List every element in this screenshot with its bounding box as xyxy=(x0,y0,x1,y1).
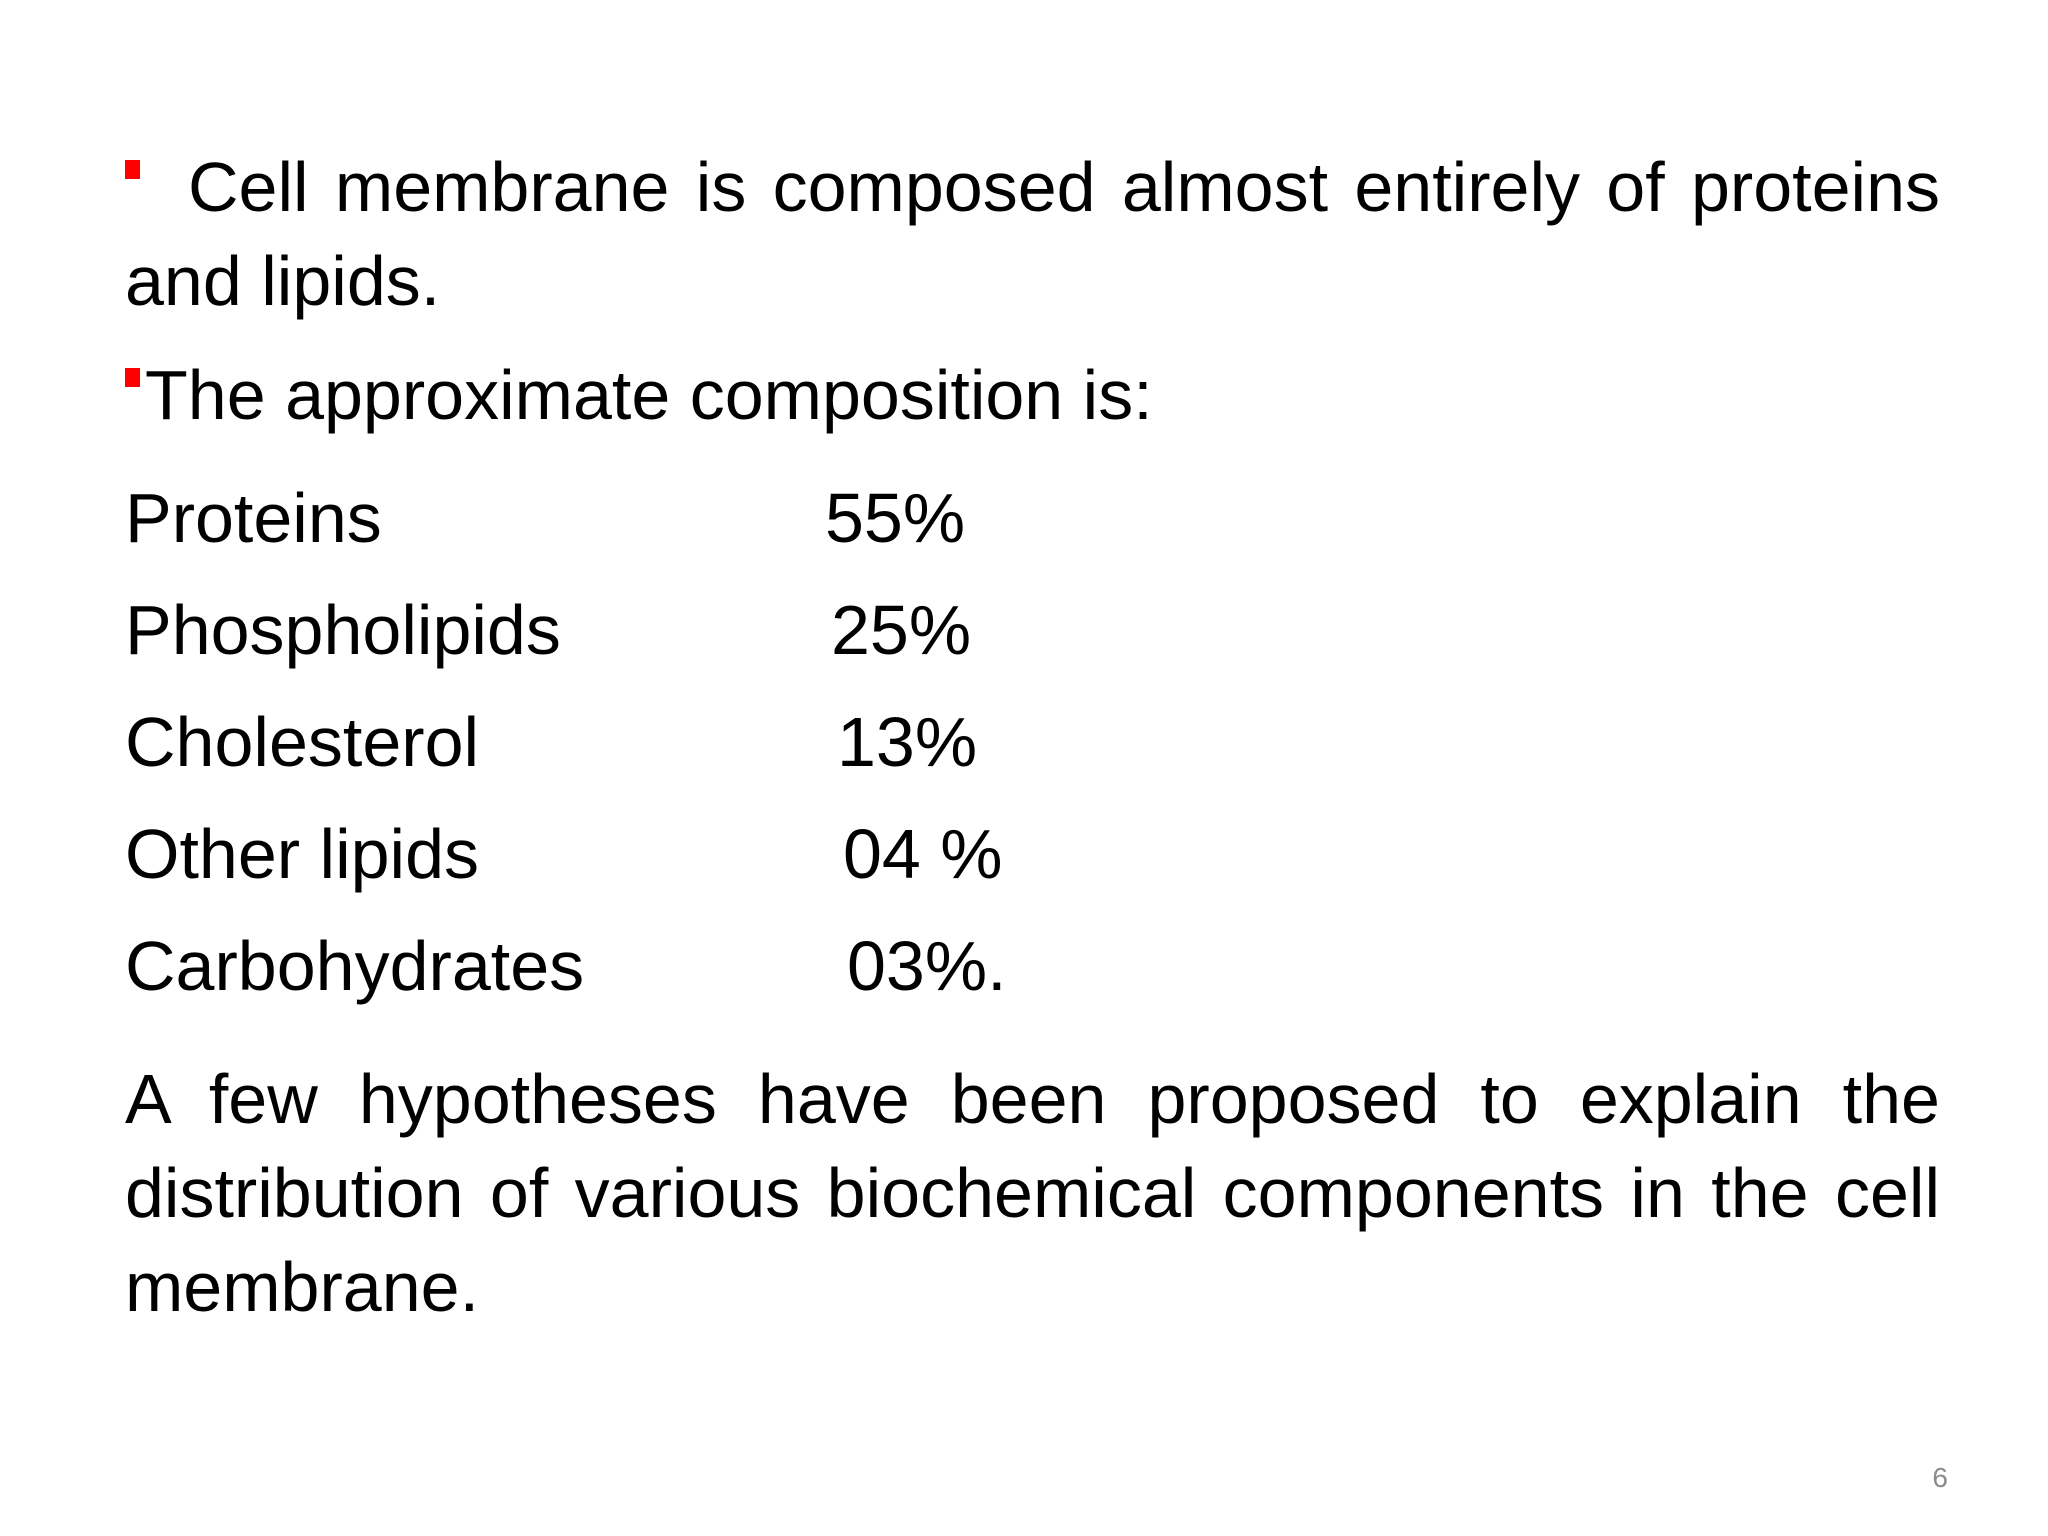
composition-value: 25% xyxy=(831,591,972,669)
composition-label: Phospholipids xyxy=(125,591,561,669)
composition-value: 55% xyxy=(825,479,966,557)
slide-content xyxy=(125,140,1940,1334)
composition-value: 03%. xyxy=(847,927,1007,1005)
composition-label: Other lipids xyxy=(125,815,480,893)
composition-value: 04 % xyxy=(843,815,1003,893)
bullet-text-1: Cell membrane is composed almost entirely of proteins and lipids. xyxy=(125,148,1940,320)
composition-label: Carbohydrates xyxy=(125,927,585,1005)
composition-row-other-lipids xyxy=(125,798,1940,910)
square-bullet-icon xyxy=(125,368,140,387)
composition-row-phospholipids xyxy=(125,574,1940,686)
square-bullet-icon xyxy=(125,160,140,179)
composition-value: 13% xyxy=(837,703,978,781)
composition-row-carbohydrates xyxy=(125,910,1940,1022)
bullet-item-1 xyxy=(125,140,1940,328)
composition-row-cholesterol xyxy=(125,686,1940,798)
bullet-item-2 xyxy=(125,348,1940,442)
composition-label: Cholesterol xyxy=(125,703,480,781)
composition-row-proteins xyxy=(125,462,1940,574)
composition-label: Proteins xyxy=(125,479,382,557)
page-number: 6 xyxy=(1932,1462,1948,1493)
composition-list xyxy=(125,462,1940,1022)
closing-paragraph: A few hypotheses have been proposed to explain the distribution of various biochemical components in the cell membrane. xyxy=(125,1060,1940,1326)
bullet-text-2: The approximate composition is: xyxy=(145,356,1153,434)
